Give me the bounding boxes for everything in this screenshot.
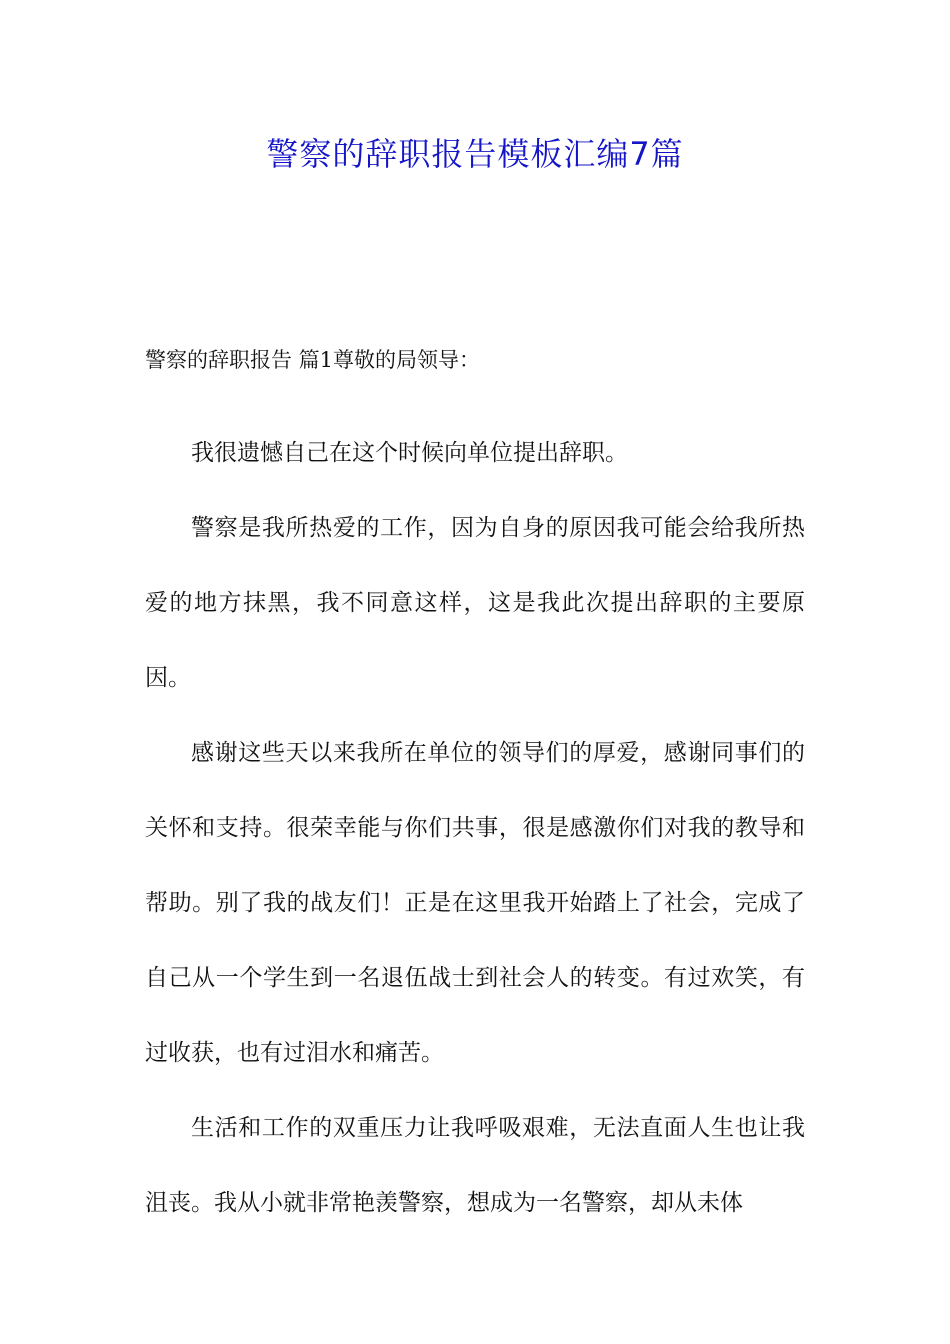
paragraph-2: 警察是我所热爱的工作，因为自身的原因我可能会给我所热爱的地方抹黑，我不同意这样，这是我此次提出辞职的主要原因。 xyxy=(145,515,805,691)
document-title: 警察的辞职报告模板汇编7篇 xyxy=(266,135,684,173)
document-body xyxy=(145,340,805,1241)
paragraph-1: 我很遗憾自己在这个时候向单位提出辞职。 xyxy=(191,440,628,466)
paragraph-3: 感谢这些天以来我所在单位的领导们的厚爱，感谢同事们的关怀和支持。很荣幸能与你们共事，很是感激你们对我的教导和帮助。别了我的战友们！正是在这里我开始踏上了社会，完成了自己从一个学生到一名退伍战士到社会人的转变。有过欢笑，有过收获，也有过泪水和痛苦。 xyxy=(145,740,805,1066)
section-heading: 警察的辞职报告 篇1尊敬的局领导： xyxy=(145,348,481,372)
paragraph-4: 生活和工作的双重压力让我呼吸艰难，无法直面人生也让我沮丧。我从小就非常艳羡警察，想成为一名警察，却从未体 xyxy=(145,1115,805,1216)
